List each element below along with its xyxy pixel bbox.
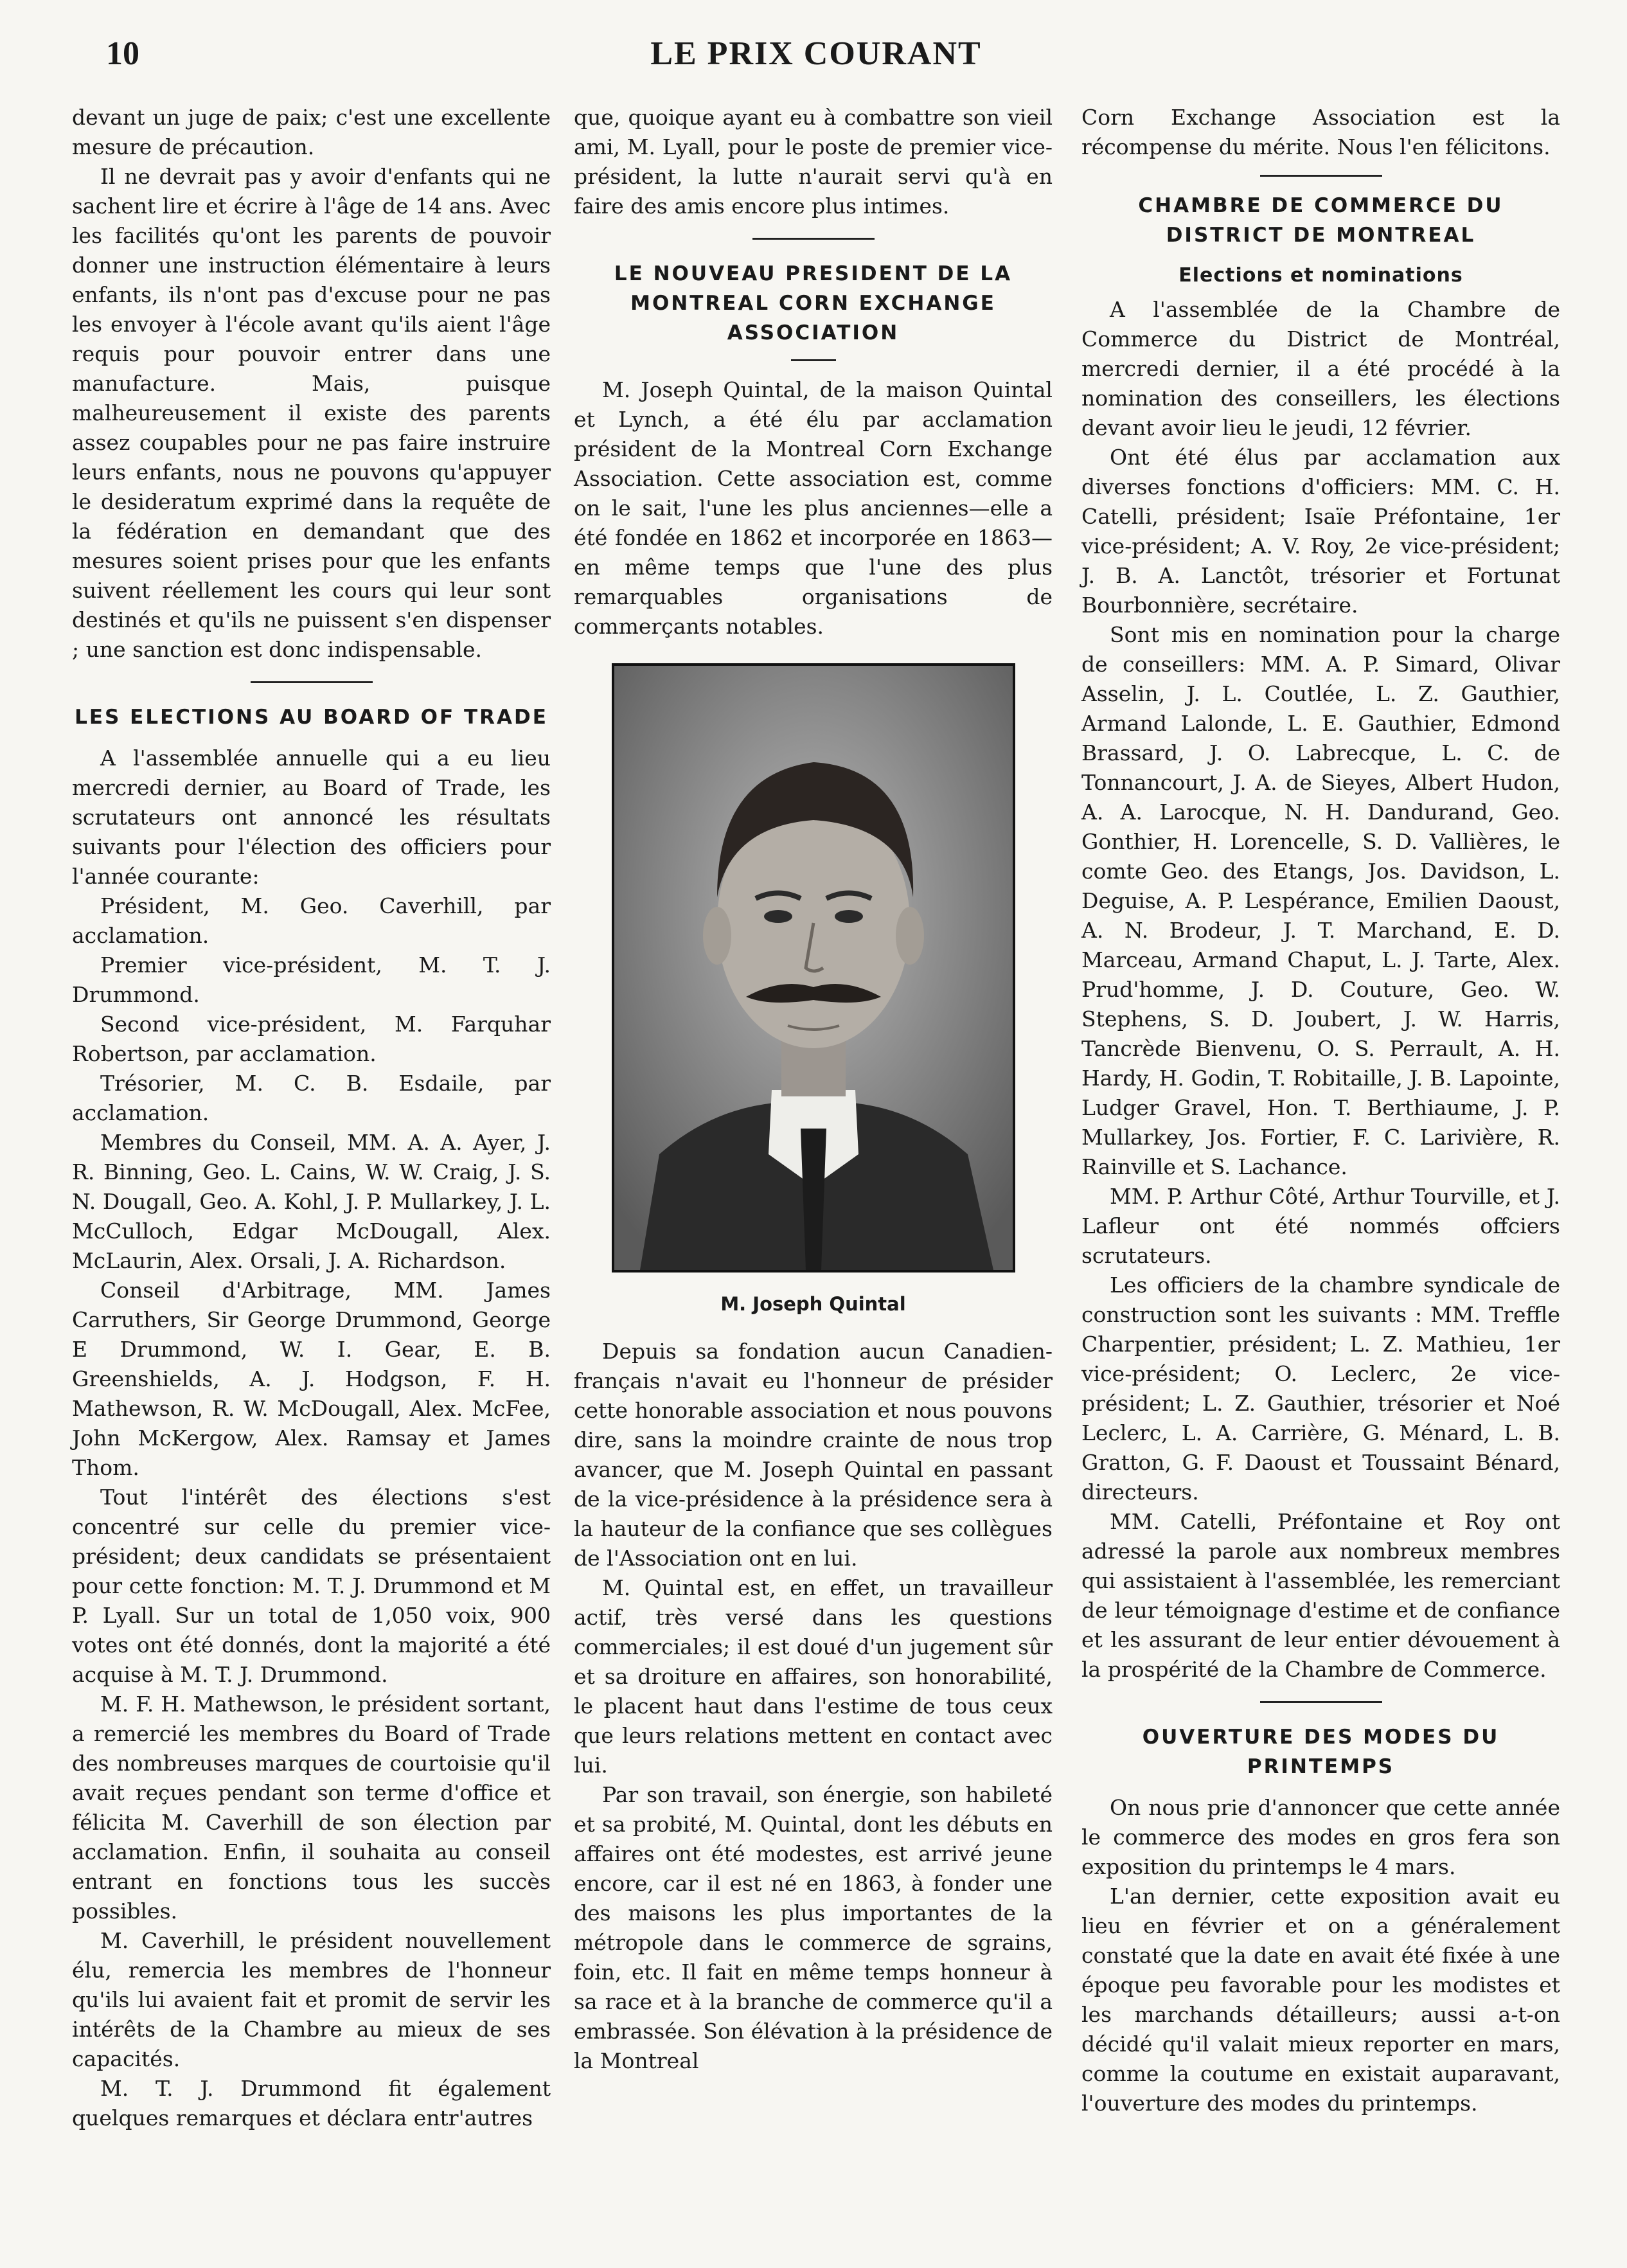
portrait-photo <box>612 663 1015 1272</box>
column-2 <box>574 103 1053 2076</box>
column-3 <box>1081 103 1560 2118</box>
section-divider <box>752 238 875 240</box>
paragraph: Ont été élus par acclamation aux diverses fonctions d'officiers: MM. C. H. Catelli, président; Isaïe Préfontaine, 1er vice-président; A. V. Roy, 2e vice-président; J. B. A. Lanctôt, trésorier et Fortunat Bourbonnière, secrétaire. <box>1081 445 1560 618</box>
section-divider <box>251 681 373 683</box>
page-header <box>71 28 1561 86</box>
masthead-title: LE PRIX COURANT <box>650 35 982 72</box>
heading-modes-printemps: OUVERTURE DES MODES DU PRINTEMPS <box>1142 1726 1500 1778</box>
paragraph: Président, M. Geo. Caverhill, par acclamation. <box>72 893 551 948</box>
paragraph: M. Caverhill, le président nouvellement élu, remercia les membres de l'honneur qu'ils lui avaient fait et promit de servir les intérêts de la Chambre au mieux de ses capacités. <box>72 1928 551 2071</box>
paragraph: Depuis sa fondation aucun Canadien-français n'avait eu l'honneur de présider cette honorable association et nous pouvons dire, sans la moindre crainte de nous trop avancer, que M. Joseph Quintal en passant de la vice-présidence à la présidence sera à la hauteur de la confiance que ses collègues de l'Association ont en lui. <box>574 1339 1053 1571</box>
paragraph: Conseil d'Arbitrage, MM. James Carruthers, Sir George Drummond, George E Drummond, W. I. Gear, E. B. Greenshields, A. J. Hodgson, F. H. Mathewson, R. W. McDougall, Alex. McFee, John McKergow, Alex. Ramsay et James Thom. <box>72 1278 551 1480</box>
paragraph: MM. P. Arthur Côté, Arthur Tourville, et J. Lafleur ont été nommés offciers scrutateurs. <box>1081 1184 1560 1268</box>
paragraph: Les officiers de la chambre syndicale de construction sont les suivants : MM. Treffle Charpentier, président; L. Z. Mathieu, 1er vice-président; O. Leclerc, 2e vice-président; L. Z. Gauthier, trésorier et Noé Leclerc, L. A. Carrière, G. Ménard, L. B. Gratton, G. F. Daoust et Toussaint Bénard, directeurs. <box>1081 1272 1560 1505</box>
section-divider <box>1260 175 1382 177</box>
heading-corn-exchange: LE NOUVEAU PRESIDENT DE LA MONTREAL CORN EXCHANGE ASSOCIATION <box>614 262 1013 344</box>
paragraph: Sont mis en nomination pour la charge de conseillers: MM. A. P. Simard, Olivar Asselin, J. L. Coutlée, L. Z. Gauthier, Armand Lalonde, L. E. Gauthier, Edmond Brassard, J. O. Labrecque, L. C. de Tonnancourt, J. A. de Sieyes, Albert Hudon, A. A. Larocque, N. H. Dandurand, Geo. Gonthier, H. Lorencelle, S. D. Vallières, le comte Geo. des Etangs, Jos. Davidson, L. Deguise, A. P. Lespérance, Emilien Daoust, A. N. Brodeur, J. T. Marchand, E. D. Marceau, Armand Chaput, L. J. Tarte, Alex. Prud'homme, J. D. Couture, Geo. W. Stephens, S. D. Joubert, J. W. Harris, Tancrède Bienvenu, O. S. Perrault, A. H. Hardy, H. Godin, T. Robitaille, J. B. Lapointe, Ludger Gravel, Hon. T. Berthiaume, J. P. Mullarkey, Jos. Fortier, F. C. Larivière, R. Rainville et S. Lachance. <box>1081 622 1560 1179</box>
section-divider <box>1260 1701 1382 1703</box>
paragraph: Second vice-président, M. Farquhar Robertson, par acclamation. <box>72 1012 551 1066</box>
paragraph: devant un juge de paix; c'est une excellente mesure de précaution. <box>72 105 551 159</box>
paragraph: A l'assemblée de la Chambre de Commerce du District de Montréal, mercredi dernier, il a été procédé à la nomination des conseillers, les élections devant avoir lieu le jeudi, 12 février. <box>1081 297 1560 440</box>
paragraph: que, quoique ayant eu à combattre son vieil ami, M. Lyall, pour le poste de premier vice-président, la lutte n'aurait servi qu'à en faire des amis encore plus intimes. <box>574 105 1053 219</box>
paragraph: Par son travail, son énergie, son habileté et sa probité, M. Quintal, dont les débuts en affaires ont été modestes, est arrivé jeune encore, car il est né en 1863, à fonder une des maisons les plus importantes de la métropole dans le commerce de sgrains, foin, etc. Il fait en même temps honneur à sa race et à la branche de commerce qu'il a embrassée. Son élévation à la présidence de la Montreal <box>574 1782 1053 2073</box>
paragraph: M. Joseph Quintal, de la maison Quintal et Lynch, a été élu par acclamation président de la Montreal Corn Exchange Association. Cette association est, comme on le sait, l'une les plus anciennes—elle a été fondée en 1862 et incorporée en 1863—en même temps que l'une des plus remarquables organisations de commerçants notables. <box>574 377 1053 639</box>
paragraph: M. Quintal est, en effet, un travailleur actif, très versé dans les questions commerciales; il est doué d'un jugement sûr et sa droiture en affaires, son honorabilité, le placent haut dans l'estime de tous ceux que leurs relations mettent en contact avec lui. <box>574 1575 1053 1778</box>
column-1 <box>72 103 551 2133</box>
paragraph: Membres du Conseil, MM. A. A. Ayer, J. R. Binning, Geo. L. Cains, W. W. Craig, J. S. N. Dougall, Geo. A. Kohl, J. P. Mullarkey, J. L. McCulloch, Edgar McDougall, Alex. McLaurin, Alex. Orsali, J. A. Richardson. <box>72 1130 551 1273</box>
portrait-illustration <box>614 666 1013 1270</box>
paragraph: Corn Exchange Association est la récompense du mérite. Nous l'en félicitons. <box>1081 105 1560 159</box>
paragraph: Il ne devrait pas y avoir d'enfants qui ne sachent lire et écrire à l'âge de 14 ans. Avec les facilités qu'ont les parents de pouvoir donner une instruction élémentaire à leurs enfants, ils n'ont pas d'excuse pour ne pas les envoyer à l'école avant qu'ils aient l'âge requis pour pouvoir entrer dans une manufacture. Mais, puisque malheureusement il existe des parents assez coupables pour ne pas faire instruire leurs enfants, nous ne pouvons qu'appuyer le desideratum exprimé dans la requête de la fédération en demandant que des mesures soient prises pour que les enfants suivent réellement les cours qui leur sont destinés et qu'ils ne puissent s'en dispenser ; une sanction est donc indispensable. <box>72 164 551 662</box>
paragraph: A l'assemblée annuelle qui a eu lieu mercredi dernier, au Board of Trade, les scrutateurs ont annoncé les résultats suivants pour l'élection des officiers pour l'année courante: <box>72 746 551 889</box>
paragraph: M. T. J. Drummond fit également quelques remarques et déclara entr'autres <box>72 2076 551 2130</box>
paragraph: On nous prie d'annoncer que cette année le commerce des modes en gros fera son exposition du printemps le 4 mars. <box>1081 1795 1560 1879</box>
paragraph: Tout l'intérêt des élections s'est concentré sur celle du premier vice-président; deux candidats se présentaient pour cette fonction: M. T. J. Drummond et M P. Lyall. Sur un total de 1,050 voix, 900 votes ont été donnés, dont la majorité a été acquise à M. T. J. Drummond. <box>72 1485 551 1687</box>
paragraph: Trésorier, M. C. B. Esdaile, par acclamation. <box>72 1071 551 1125</box>
page-number: 10 <box>106 35 139 72</box>
heading-underline <box>791 359 836 361</box>
heading-board-of-trade: LES ELECTIONS AU BOARD OF TRADE <box>75 706 548 729</box>
heading-chambre-de-commerce: CHAMBRE DE COMMERCE DU DISTRICT DE MONTREAL <box>1138 194 1504 247</box>
photo-caption: M. Joseph Quintal <box>720 1293 906 1315</box>
paragraph: L'an dernier, cette exposition avait eu lieu en février et on a généralement constaté que la date en avait été fixée à une époque peu favorable pour les modistes et les marchands détailleurs; aussi a-t-on décidé qu'il valait mieux reporter en mars, comme la coutume en existait auparavant, l'ouverture des modes du printemps. <box>1081 1884 1560 2116</box>
paragraph: M. F. H. Mathewson, le président sortant, a remercié les membres du Board of Trade des nombreuses marques de courtoisie qu'il avait reçues pendant son terme d'office et félicita M. Caverhill de son élection par acclamation. Enfin, il souhaita au conseil entrant en fonctions tous les succès possibles. <box>72 1692 551 1924</box>
subheading-elections: Elections et nominations <box>1178 264 1463 287</box>
paragraph: MM. Catelli, Préfontaine et Roy ont adressé la parole aux nombreux membres qui assistaient à l'assemblée, les remerciant de leur témoignage d'estime et de confiance et les assurant de leur entier dévouement à la prospérité de la Chambre de Commerce. <box>1081 1509 1560 1682</box>
paragraph: Premier vice-président, M. T. J. Drummond. <box>72 952 551 1007</box>
